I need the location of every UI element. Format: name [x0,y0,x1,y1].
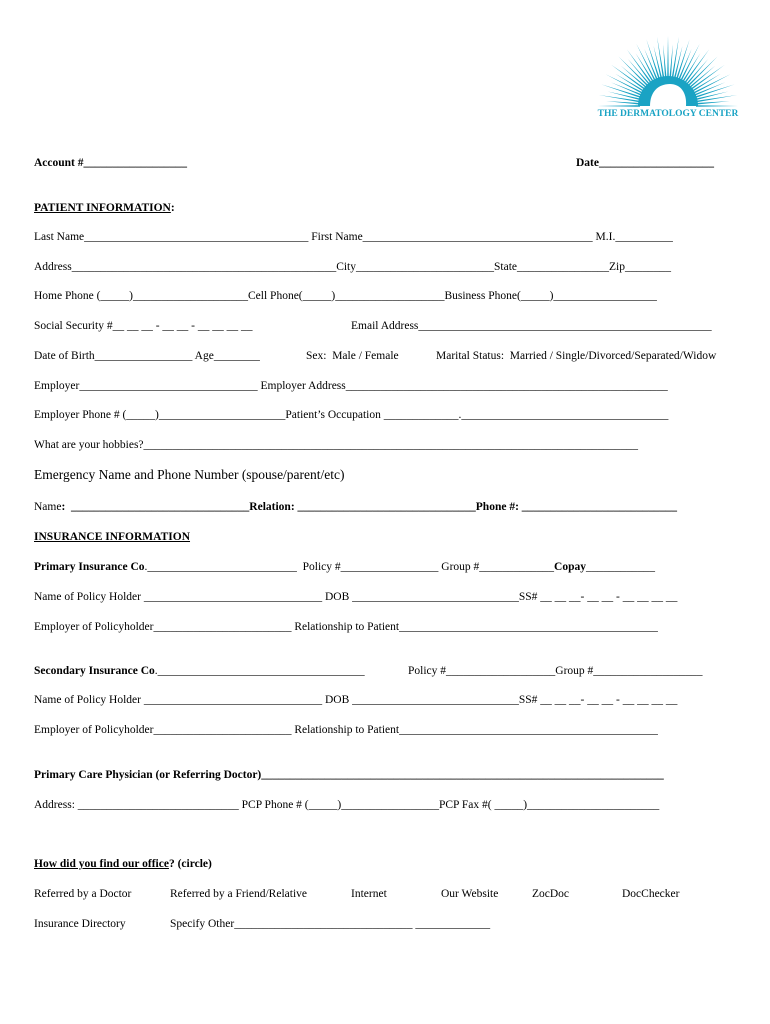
logo-text: THE DERMATOLOGY CENTER [597,109,739,119]
dob-age-fields[interactable]: Date of Birth_________________ Age________ [34,350,260,362]
referral-source-heading: How did you find our office? (circle) [34,858,212,870]
emergency-contact-heading: Emergency Name and Phone Number (spouse/parent/etc) [34,467,345,482]
secondary-insurance-row[interactable]: Secondary Insurance Co.____________________________________ [34,665,365,677]
secondary-employer-row[interactable]: Employer of Policyholder________________________ Relationship to Patient_____________________________________________ [34,724,658,736]
option-referred-by-friend[interactable]: Referred by a Friend/Relative [170,888,307,900]
option-insurance-directory[interactable]: Insurance Directory [34,918,126,930]
sex-choice[interactable]: Sex: Male / Female [306,350,399,362]
email-field[interactable]: Email Address___________________________________________________ [351,320,712,332]
sunburst-logo-icon [592,30,744,110]
primary-care-physician-field[interactable]: Primary Care Physician (or Referring Doctor)______________________________________________________________________ [34,769,664,781]
phone-fields-row[interactable]: Home Phone (_____)____________________Cell Phone(_____)___________________Business Phone(_____)__________________ [34,290,657,302]
account-number-field[interactable]: Account #__________________ [34,157,188,169]
primary-insurance-row[interactable]: Primary Insurance Co.__________________________ Policy #_________________ Group #_____________Copay____________ [34,561,655,573]
option-internet[interactable]: Internet [351,888,387,900]
secondary-policy-group-fields[interactable]: Policy #___________________Group #___________________ [408,665,703,677]
employer-fields-row[interactable]: Employer_______________________________ Employer Address________________________________________________________ [34,380,668,392]
employer-phone-occupation-row[interactable]: Employer Phone # (_____)______________________Patient’s Occupation _____________.____________________________________ [34,409,669,421]
pcp-contact-row[interactable]: Address: ____________________________ PCP Phone # (_____)_________________PCP Fax #( _____)_______________________ [34,799,660,811]
primary-policy-holder-row[interactable]: Name of Policy Holder _______________________________ DOB _____________________________SS# __ __ __- __ __ - __ __ __ __ [34,591,678,603]
marital-status-choice[interactable]: Marital Status: Married / Single/Divorced/Separated/Widow [436,350,717,362]
patient-information-heading: PATIENT INFORMATION: [34,202,175,214]
hobbies-field[interactable]: What are your hobbies?______________________________________________________________________________________ [34,439,639,451]
insurance-information-heading: INSURANCE INFORMATION [34,531,191,543]
option-referred-by-doctor[interactable]: Referred by a Doctor [34,888,132,900]
dermatology-center-logo [592,30,744,122]
option-docchecker[interactable]: DocChecker [622,888,680,900]
date-field[interactable]: Date____________________ [576,157,714,169]
option-specify-other[interactable]: Specify Other_______________________________ _____________ [170,918,491,930]
secondary-policy-holder-row[interactable]: Name of Policy Holder _______________________________ DOB _____________________________SS# __ __ __- __ __ - __ __ __ __ [34,694,678,706]
social-security-field[interactable]: Social Security #__ __ __ - __ __ - __ __ __ __ [34,320,253,332]
emergency-contact-row[interactable]: Name: _______________________________Relation: _______________________________Phone #: ___________________________ [34,501,678,513]
option-our-website[interactable]: Our Website [441,888,499,900]
name-fields-row[interactable]: Last Name_______________________________________ First Name________________________________________ M.I.__________ [34,231,673,243]
address-fields-row[interactable]: Address______________________________________________City________________________State________________Zip________ [34,261,671,273]
option-zocdoc[interactable]: ZocDoc [532,888,570,900]
primary-employer-row[interactable]: Employer of Policyholder________________________ Relationship to Patient_____________________________________________ [34,621,658,633]
